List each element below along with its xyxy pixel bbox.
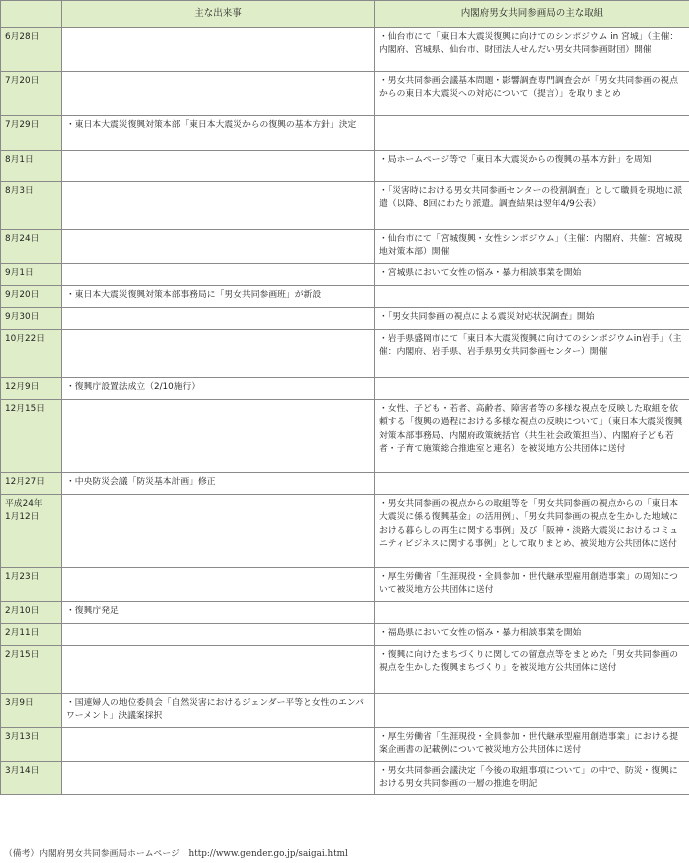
row-action: ・男女共同参画会議決定「今後の取組事項について」の中で、防災・復興における男女共同参画の一層の推進を明記 bbox=[375, 761, 689, 795]
row-action: ・厚生労働省「生涯現役・全員参加・世代継承型雇用創造事業」の周知について被災地方公共団体に送付 bbox=[375, 568, 689, 602]
row-date: 7月20日 bbox=[1, 72, 62, 116]
table-body bbox=[1, 28, 689, 795]
table-row bbox=[1, 330, 689, 378]
table-header-row bbox=[1, 1, 689, 28]
table-row bbox=[1, 473, 689, 495]
row-date: 9月1日 bbox=[1, 264, 62, 286]
row-date: 1月23日 bbox=[1, 568, 62, 602]
header-actions: 内閣府男女共同参画局の主な取組 bbox=[375, 1, 689, 28]
row-date: 6月28日 bbox=[1, 28, 62, 72]
row-date: 9月20日 bbox=[1, 286, 62, 308]
row-date: 8月1日 bbox=[1, 151, 62, 182]
row-event bbox=[62, 264, 375, 286]
row-action bbox=[375, 473, 689, 495]
row-action: ・局ホームページ等で「東日本大震災からの復興の基本方針」を周知 bbox=[375, 151, 689, 182]
row-action: ・仙台市にて「東日本大震災復興に向けてのシンポジウム in 宮城」（主催：内閣府、宮城県、仙台市、財団法人せんだい男女共同参画財団）開催 bbox=[375, 28, 689, 72]
row-action: ・宮城県において女性の悩み・暴力相談事業を開始 bbox=[375, 264, 689, 286]
row-date: 平成24年 1月12日 bbox=[1, 495, 62, 568]
row-date: 7月29日 bbox=[1, 116, 62, 151]
row-date: 2月11日 bbox=[1, 624, 62, 646]
row-date: 10月22日 bbox=[1, 330, 62, 378]
row-event bbox=[62, 761, 375, 795]
row-action: ・福島県において女性の悩み・暴力相談事業を開始 bbox=[375, 624, 689, 646]
table-row bbox=[1, 286, 689, 308]
table-row bbox=[1, 182, 689, 230]
row-date: 8月24日 bbox=[1, 230, 62, 264]
table-row bbox=[1, 646, 689, 694]
row-action bbox=[375, 694, 689, 728]
row-action bbox=[375, 378, 689, 400]
row-event bbox=[62, 151, 375, 182]
row-event: ・東日本大震災復興対策本部事務局に「男女共同参画班」が新設 bbox=[62, 286, 375, 308]
row-event bbox=[62, 646, 375, 694]
table-row bbox=[1, 264, 689, 286]
table-row bbox=[1, 378, 689, 400]
row-action: ・男女共同参画の視点からの取組等を「男女共同参画の視点からの「東日本大震災に係る復興基金」の活用例」、「男女共同参画の視点を生かした地域における暮らしの再生に関する事例」及び「阪神・淡路大震災におけるコミュニティビジネスに関する事例」として取りまとめ、被災地方公共団体に送付 bbox=[375, 495, 689, 568]
row-action: ・厚生労働省「生涯現役・全員参加・世代継承型雇用創造事業」における提案企画書の記載例について被災地方公共団体に送付 bbox=[375, 727, 689, 761]
table-row bbox=[1, 400, 689, 473]
row-date: 8月3日 bbox=[1, 182, 62, 230]
row-event: ・復興庁設置法成立（2/10施行） bbox=[62, 378, 375, 400]
row-event bbox=[62, 624, 375, 646]
row-event bbox=[62, 230, 375, 264]
row-event bbox=[62, 182, 375, 230]
row-action: ・女性、子ども・若者、高齢者、障害者等の多様な視点を反映した取組を依頼する「復興の過程における多様な視点の反映について」（東日本大震災復興対策本部事務局、内閣府政策統括官（共生社会政策担当）、内閣府子ども若者・子育て施策総合推進室と連名）を被災地方公共団体に送付 bbox=[375, 400, 689, 473]
row-action: ・「男女共同参画の視点による震災対応状況調査」開始 bbox=[375, 308, 689, 330]
row-date: 9月30日 bbox=[1, 308, 62, 330]
row-action: ・復興に向けたまちづくりに関しての留意点等をまとめた「男女共同参画の視点を生かした復興まちづくり」を被災地方公共団体に送付 bbox=[375, 646, 689, 694]
row-date: 3月14日 bbox=[1, 761, 62, 795]
row-event: ・国連婦人の地位委員会「自然災害におけるジェンダー平等と女性のエンパワーメント」決議案採択 bbox=[62, 694, 375, 728]
table-row bbox=[1, 568, 689, 602]
table-row bbox=[1, 624, 689, 646]
source-note: （備考）内閣府男女共同参画局ホームページ http://www.gender.go.jp/saigai.html bbox=[4, 849, 348, 859]
row-action: ・岩手県盛岡市にて「東日本大震災復興に向けてのシンポジウムin岩手」（主催：内閣府、岩手県、岩手県男女共同参画センター）開催 bbox=[375, 330, 689, 378]
row-action bbox=[375, 286, 689, 308]
row-event bbox=[62, 308, 375, 330]
row-event bbox=[62, 495, 375, 568]
table-row bbox=[1, 230, 689, 264]
row-event: ・東日本大震災復興対策本部「東日本大震災からの復興の基本方針」決定 bbox=[62, 116, 375, 151]
row-action: ・「災害時における男女共同参画センターの役割調査」として職員を現地に派遣（以降、8回にわたり派遣。調査結果は翌年4/9公表） bbox=[375, 182, 689, 230]
row-event bbox=[62, 400, 375, 473]
table-row bbox=[1, 694, 689, 728]
row-date: 12月15日 bbox=[1, 400, 62, 473]
table-row bbox=[1, 495, 689, 568]
row-date: 3月13日 bbox=[1, 727, 62, 761]
table-row bbox=[1, 28, 689, 72]
table-row bbox=[1, 151, 689, 182]
row-event bbox=[62, 28, 375, 72]
row-action bbox=[375, 602, 689, 624]
table-row bbox=[1, 602, 689, 624]
row-event: ・復興庁発足 bbox=[62, 602, 375, 624]
row-action: ・男女共同参画会議基本問題・影響調査専門調査会が「男女共同参画の視点からの東日本大震災への対応について（提言）」を取りまとめ bbox=[375, 72, 689, 116]
row-date: 12月27日 bbox=[1, 473, 62, 495]
row-event: ・中央防災会議「防災基本計画」修正 bbox=[62, 473, 375, 495]
row-date: 2月15日 bbox=[1, 646, 62, 694]
row-event bbox=[62, 330, 375, 378]
row-action: ・仙台市にて「宮城復興・女性シンポジウム」（主催：内閣府、共催：宮城現地対策本部）開催 bbox=[375, 230, 689, 264]
header-date bbox=[1, 1, 62, 28]
table-row bbox=[1, 72, 689, 116]
row-date: 3月9日 bbox=[1, 694, 62, 728]
row-date: 2月10日 bbox=[1, 602, 62, 624]
row-event bbox=[62, 568, 375, 602]
table-row bbox=[1, 761, 689, 795]
table-row bbox=[1, 727, 689, 761]
header-events: 主な出来事 bbox=[62, 1, 375, 28]
row-action bbox=[375, 116, 689, 151]
row-event bbox=[62, 72, 375, 116]
table-row bbox=[1, 116, 689, 151]
table-row bbox=[1, 308, 689, 330]
row-event bbox=[62, 727, 375, 761]
row-date: 12月9日 bbox=[1, 378, 62, 400]
